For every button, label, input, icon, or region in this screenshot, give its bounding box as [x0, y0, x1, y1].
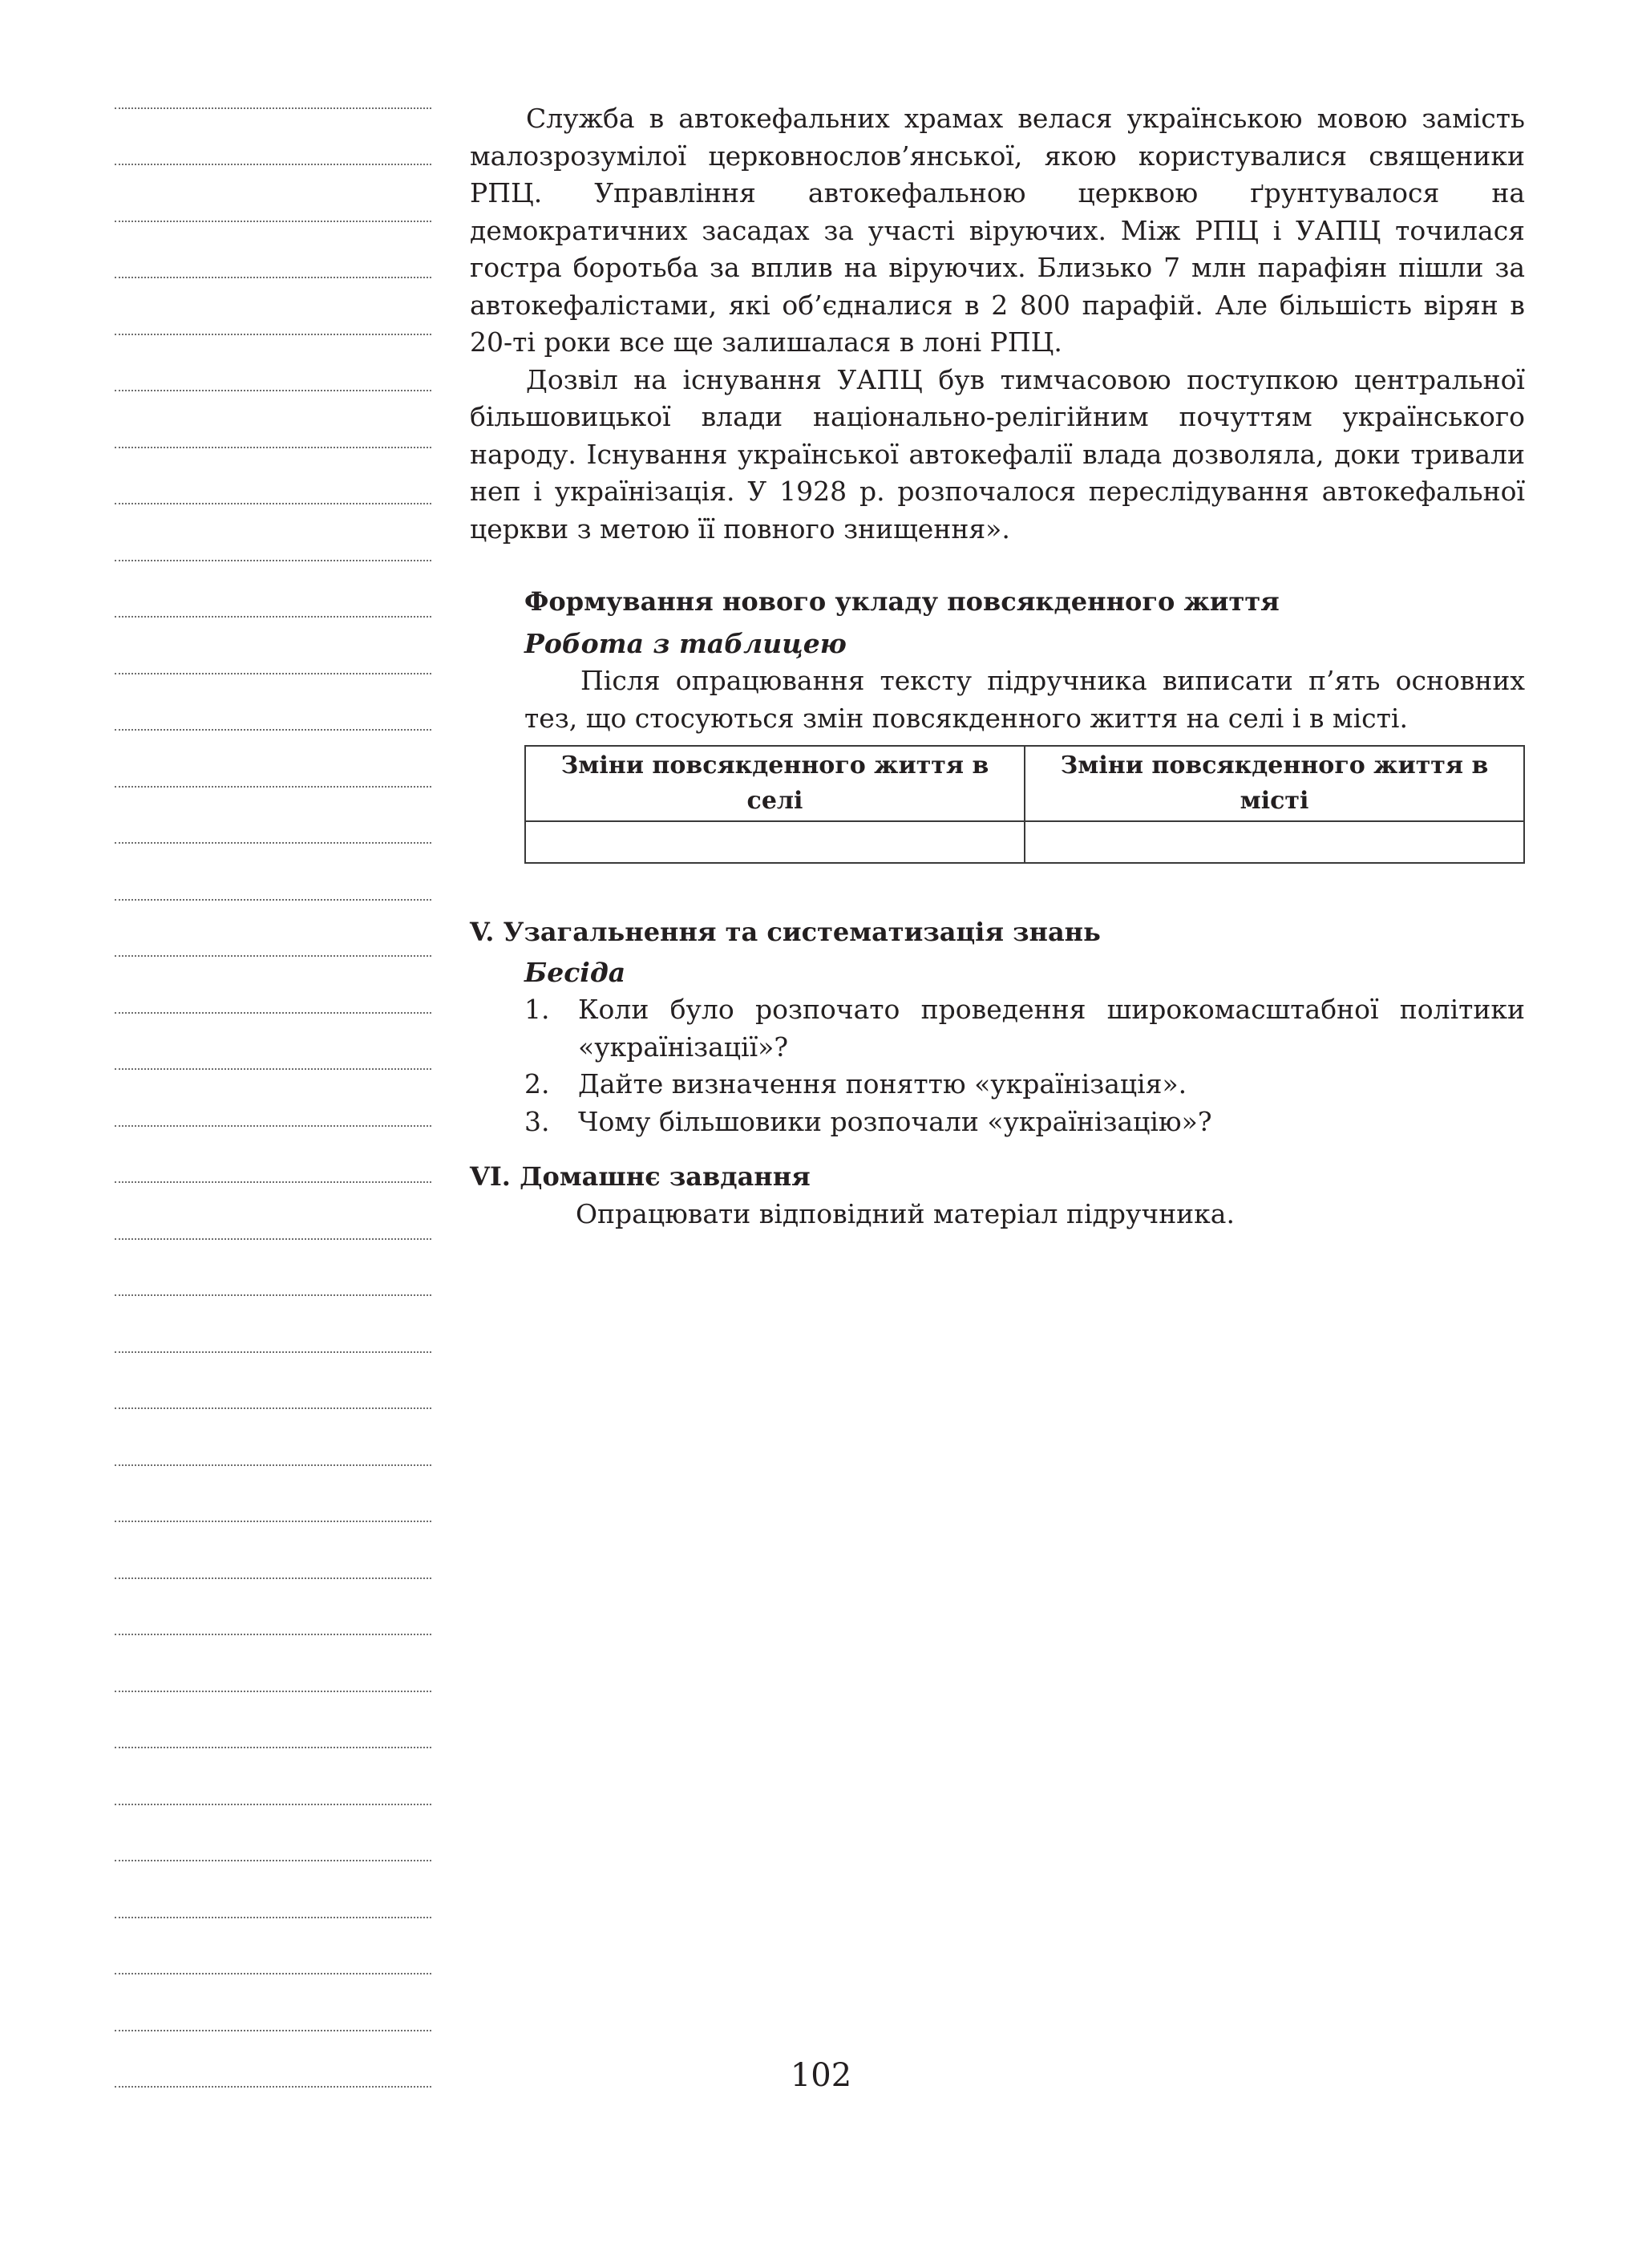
note-line	[115, 164, 431, 165]
note-line	[115, 1351, 431, 1353]
note-line	[115, 560, 431, 561]
note-line	[115, 447, 431, 448]
page-content	[470, 100, 1525, 1233]
table-cell-village	[525, 821, 1025, 863]
section-heading-v: V. Узагальнення та систематизація знань	[470, 917, 1101, 947]
table-header-row	[525, 746, 1524, 821]
section-heading-vi: VI. Домашнє завдання	[470, 1161, 811, 1192]
question-number: 1.	[524, 994, 550, 1025]
note-line	[115, 1181, 431, 1183]
table-cell-city	[1025, 821, 1524, 863]
note-line	[115, 1125, 431, 1127]
note-line	[115, 1294, 431, 1296]
question-number: 2.	[524, 1068, 550, 1100]
note-line	[115, 786, 431, 788]
task-text: Після опрацювання тексту підручника виписати п’ять основних тез, що стосуються змін повсякденного життя на селі і в місті.	[524, 665, 1525, 734]
note-line	[115, 955, 431, 957]
note-line	[115, 729, 431, 731]
table-row	[525, 821, 1524, 863]
note-line	[115, 1973, 431, 1974]
note-line	[115, 1577, 431, 1579]
body-paragraph: Дозвіл на існування УАПЦ був тимчасовою поступкою центральної більшовицької влади національно-релігійним почуттям українського народу. Існування української автокефалії влада дозволяла, доки тривали неп і українізація. У 1928 р. розпочалося переслідування автокефальної церкви з метою її повного знищення».	[470, 363, 1525, 545]
note-line	[115, 1238, 431, 1240]
note-line	[115, 1917, 431, 1918]
body-paragraph: Служба в автокефальних храмах велася українською мовою замість малозрозумілої церковнослов’янської, якою користувалися священики РПЦ. Управління автокефальною церквою ґрунтувалося на демократичних засадах за участі віруючих. Між РПЦ і УАПЦ точилася гостра боротьба за вплив на віруючих. Близько 7 млн парафіян пішли за автокефалістами, які об’єдналися в 2 800 парафій. Але більшість вірян в 20-ті роки все ще залишалася в лоні РПЦ.	[470, 103, 1525, 358]
note-line	[115, 1804, 431, 1805]
list-item	[524, 991, 1525, 1066]
list-item	[524, 1066, 1525, 1104]
note-line	[115, 1012, 431, 1014]
note-line	[115, 1407, 431, 1409]
section-heading-everyday-life: Формування нового укладу повсякденного життя	[524, 586, 1280, 617]
note-line	[115, 334, 431, 335]
question-number: 3.	[524, 1105, 550, 1137]
changes-table	[524, 745, 1525, 864]
list-item	[524, 1104, 1525, 1141]
note-line	[115, 1691, 431, 1692]
question-text: Коли було розпочато проведення широкомасштабної політики «українізації»?	[578, 994, 1525, 1063]
subheading-conversation: Бесіда	[524, 956, 626, 988]
question-text: Чому більшовики розпочали «українізацію»?	[578, 1105, 1212, 1137]
note-line	[115, 1747, 431, 1748]
task-title: Робота з таблицею	[524, 627, 847, 659]
note-line	[115, 2030, 431, 2031]
note-line	[115, 1521, 431, 1522]
note-line	[115, 277, 431, 278]
note-line	[115, 1860, 431, 1861]
note-line	[115, 1634, 431, 1635]
note-line	[115, 503, 431, 504]
table-header-city: Зміни повсякденного життя в місті	[1025, 746, 1524, 821]
note-line	[115, 221, 431, 222]
page-number: 102	[790, 2057, 852, 2094]
note-line	[115, 1464, 431, 1466]
note-line	[115, 1068, 431, 1070]
questions-list	[470, 991, 1525, 1140]
note-line	[115, 616, 431, 618]
note-line	[115, 673, 431, 674]
table-header-village: Зміни повсякденного життя в селі	[525, 746, 1025, 821]
notes-margin	[115, 0, 431, 2268]
question-text: Дайте визначення поняттю «українізація».	[578, 1068, 1187, 1100]
note-line	[115, 107, 431, 109]
note-line	[115, 390, 431, 391]
note-line	[115, 899, 431, 901]
homework-text: Опрацювати відповідний матеріал підручника.	[576, 1197, 1235, 1229]
note-line	[115, 842, 431, 844]
